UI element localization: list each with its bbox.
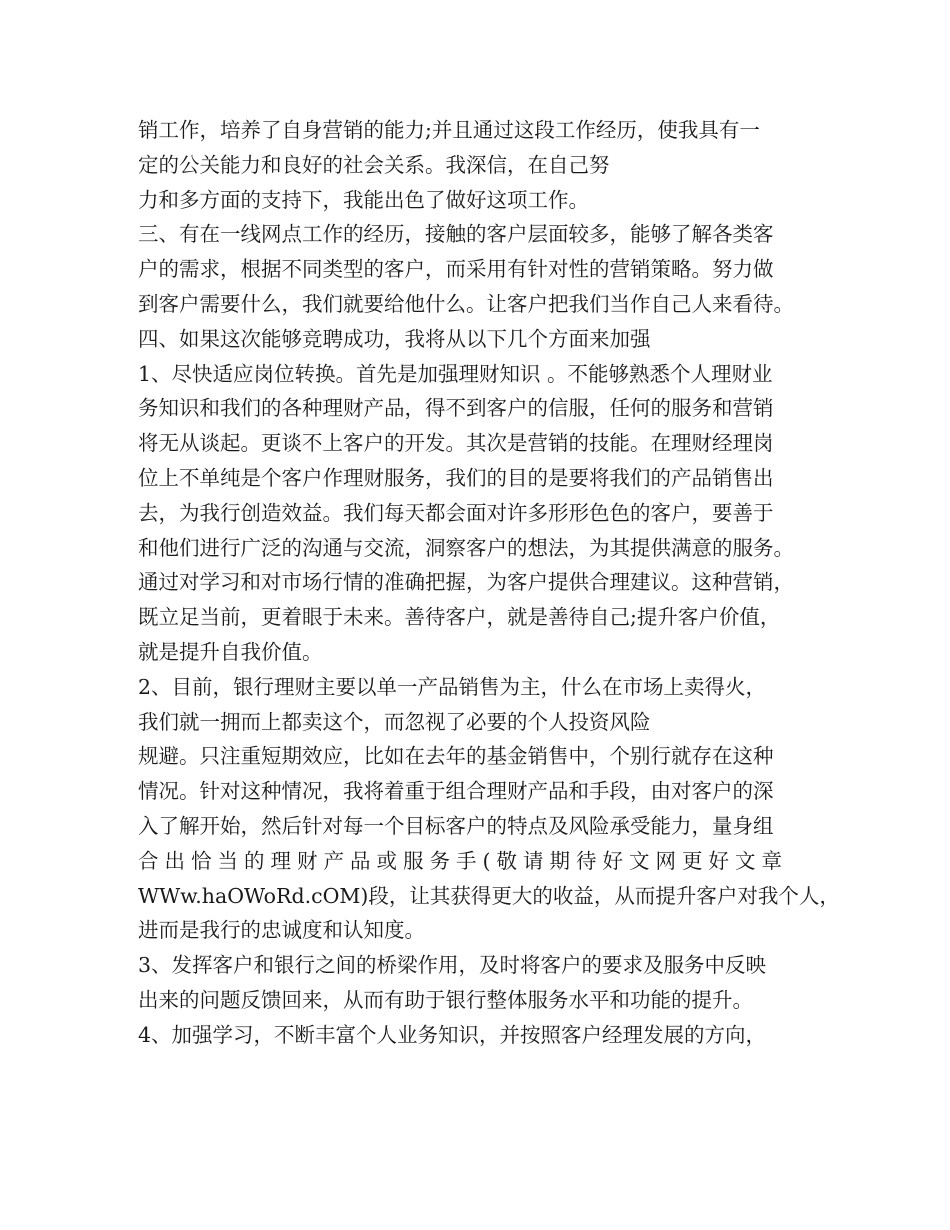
text-line: 4、加强学习，不断丰富个人业务知识，并按照客户经理发展的方向，: [138, 1022, 767, 1047]
text-line: 入了解开始，然后针对每一个目标客户的特点及风险承受能力，量身组: [138, 813, 774, 838]
text-line: 三、有在一线网点工作的经历，接触的客户层面较多，能够了解各类客: [138, 222, 774, 247]
text-line: 销工作，培养了自身营销的能力;并且通过这段工作经历，使我具有一: [138, 118, 760, 142]
text-line: 务知识和我们的各种理财产品，得不到客户的信服，任何的服务和营销: [138, 396, 774, 421]
text-line: 1、尽快适应岗位转换。首先是加强理财知识 。不能够熟悉个人理财业: [138, 361, 773, 386]
text-line: 通过对学习和对市场行情的准确把握，为客户提供合理建议。这种营销，: [138, 570, 794, 595]
text-line: 情况。针对这种情况，我将着重于组合理财产品和手段，由对客户的深: [138, 779, 774, 804]
body-text: [138, 113, 838, 1053]
text-line: 3、发挥客户和银行之间的桥梁作用，及时将客户的要求及服务中反映: [138, 953, 767, 978]
text-line: 出来的问题反馈回来，从而有助于银行整体服务水平和功能的提升。: [138, 987, 753, 1012]
text-line: 将无从谈起。更谈不上客户的开发。其次是营销的技能。在理财经理岗: [138, 431, 774, 456]
text-line: 规避。只注重短期效应，比如在去年的基金销售中，个别行就存在这种: [138, 744, 774, 769]
text-line: 到客户需要什么，我们就要给他什么。让客户把我们当作自己人来看待。: [138, 291, 794, 316]
text-line: 户的需求，根据不同类型的客户，而采用有针对性的营销策略。努力做: [138, 257, 774, 282]
text-line: 2、目前，银行理财主要以单一产品销售为主，什么在市场上卖得火，: [138, 674, 767, 699]
text-line: 力和多方面的支持下，我能出色了做好这项工作。: [138, 187, 589, 212]
text-line: 进而是我行的忠诚度和认知度。: [138, 918, 425, 943]
text-line: 四、如果这次能够竞聘成功，我将从以下几个方面来加强: [138, 326, 651, 351]
text-line: 去，为我行创造效益。我们每天都会面对许多形形色色的客户，要善于: [138, 500, 774, 525]
text-line: 既立足当前，更着眼于未来。善待客户，就是善待自己;提升客户价值，: [138, 605, 781, 630]
text-line: 位上不单纯是个客户作理财服务，我们的目的是要将我们的产品销售出: [138, 465, 774, 490]
text-line: 就是提升自我价值。: [138, 639, 323, 664]
text-line: 我们就一拥而上都卖这个，而忽视了必要的个人投资风险: [138, 709, 651, 734]
text-line: 定的公关能力和良好的社会关系。我深信，在自己努: [138, 152, 610, 177]
text-line: 和他们进行广泛的沟通与交流，洞察客户的想法，为其提供满意的服务。: [138, 535, 794, 560]
text-line: 合出恰当的理财产品或服务手(敬请期待好文网更好文章: [138, 848, 788, 873]
text-line: WWw.haOWoRd.cOM)段，让其获得更大的收益，从而提升客户对我个人，: [138, 883, 840, 908]
